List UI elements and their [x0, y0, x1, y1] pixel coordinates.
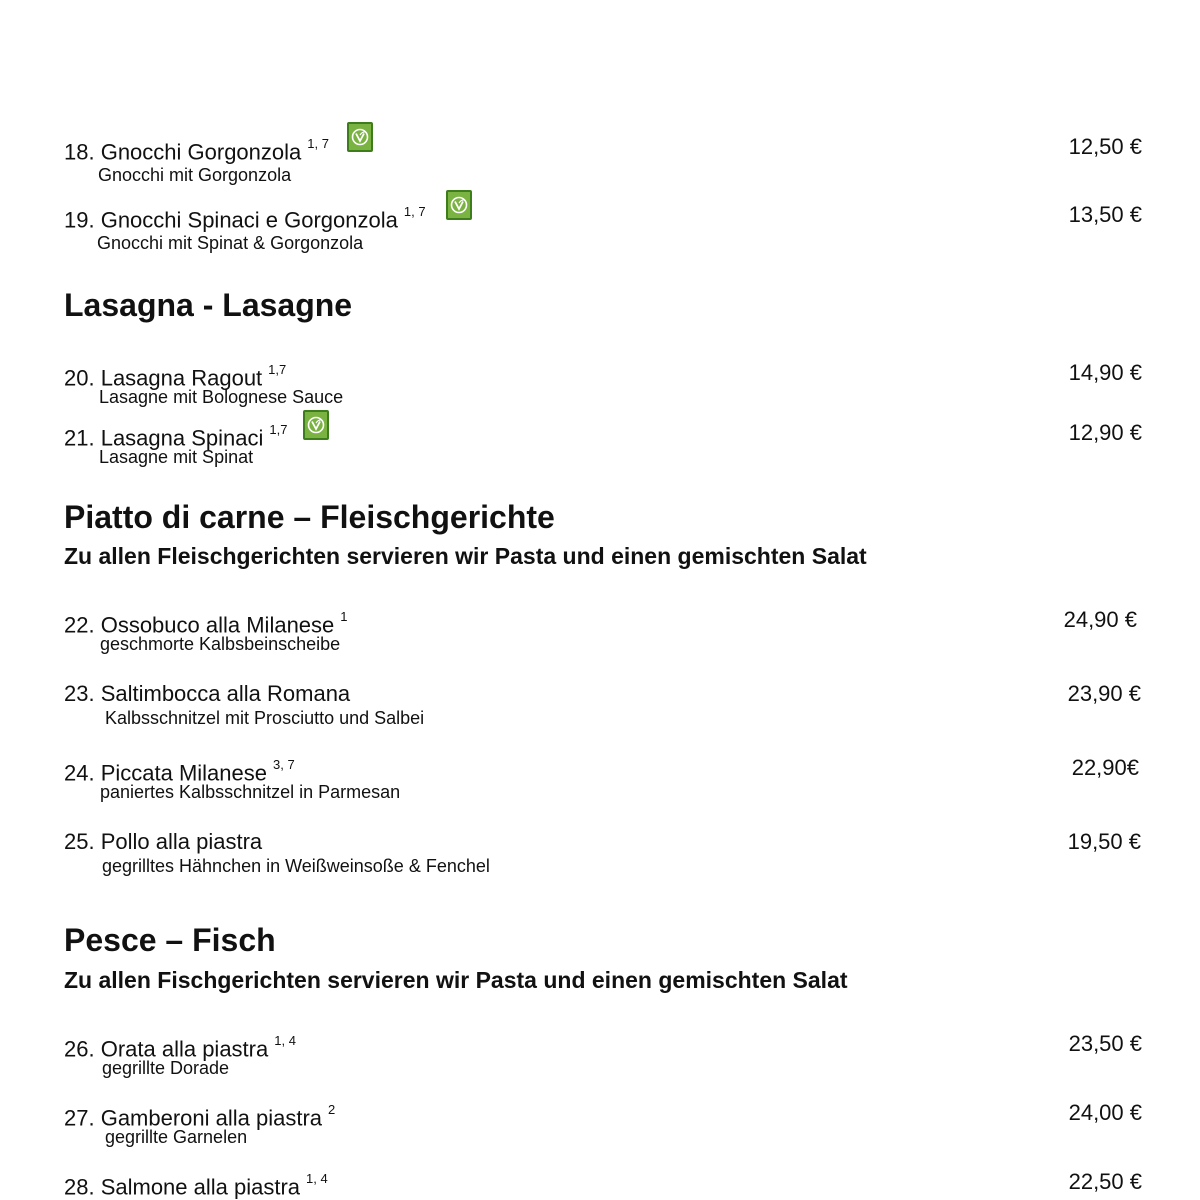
- vegetarian-icon: [347, 122, 373, 152]
- menu-item-description: Lasagne mit Bolognese Sauce: [99, 387, 344, 407]
- section-title-fish: Pesce – Fisch: [64, 922, 276, 958]
- menu-item-description: Gnocchi mit Gorgonzola: [98, 165, 292, 185]
- section-subtitle-meat: Zu allen Fleischgerichten servieren wir Pasta und einen gemischten Salat: [64, 543, 867, 569]
- menu-item-number: 24.: [64, 760, 101, 786]
- menu-item-number: 23.: [64, 681, 101, 706]
- menu-item-title: Gnocchi Spinaci e Gorgonzola: [100, 207, 398, 233]
- allergen-codes: 1, 7: [403, 204, 426, 219]
- vegetarian-icon: [303, 410, 329, 440]
- menu-item-price: 19,50 €: [1067, 829, 1141, 854]
- allergen-codes: 1, 7: [307, 136, 329, 151]
- menu-item-number: 26.: [64, 1036, 101, 1062]
- menu-item-title: Salmone alla piastra: [100, 1174, 301, 1200]
- allergen-codes: 1: [340, 609, 348, 624]
- menu-item-description: Kalbsschnitzel mit Prosciutto und Salbei: [105, 708, 425, 728]
- menu-item-price: 23,50 €: [1068, 1031, 1142, 1056]
- allergen-codes: 1, 4: [274, 1033, 296, 1048]
- menu-item-price: 24,00 €: [1068, 1100, 1142, 1125]
- menu-item-number: 21.: [64, 425, 101, 451]
- menu-item-price: 12,50 €: [1068, 134, 1142, 159]
- menu-item-title: Gnocchi Gorgonzola: [100, 139, 302, 165]
- menu-item-number: 22.: [64, 612, 101, 638]
- vegetarian-icon: [446, 190, 472, 220]
- menu-item-title: Pollo alla piastra: [100, 829, 263, 854]
- menu-item-title: Gamberoni alla piastra: [100, 1105, 323, 1131]
- allergen-codes: 1,7: [268, 362, 287, 377]
- menu-item-description: gegrillte Garnelen: [105, 1127, 248, 1147]
- menu-item-price: 22,50 €: [1068, 1169, 1142, 1194]
- allergen-codes: 1, 4: [306, 1171, 328, 1186]
- menu-item-name: [64, 681, 350, 707]
- menu-item-number: 27.: [64, 1105, 101, 1131]
- section-title-lasagna: Lasagna - Lasagne: [64, 287, 353, 323]
- menu-item-title: Lasagna Ragout: [100, 365, 263, 391]
- menu-item-description: gegrillte Dorade: [102, 1058, 230, 1078]
- menu-item-title: Piccata Milanese: [100, 760, 268, 786]
- allergen-codes: 1,7: [269, 422, 288, 437]
- menu-item-price: 24,90 €: [1063, 607, 1137, 632]
- menu-item-name: [64, 829, 262, 855]
- menu-item-price: 23,90 €: [1067, 681, 1141, 706]
- menu-item-price: 12,90 €: [1068, 420, 1142, 445]
- menu-item-title: Ossobuco alla Milanese: [100, 612, 335, 638]
- menu-item-title: Lasagna Spinaci: [100, 425, 264, 451]
- menu-item-number: 20.: [64, 365, 101, 391]
- menu-item-number: 28.: [64, 1174, 101, 1200]
- menu-item-description: Lasagne mit Spinat: [99, 447, 254, 467]
- allergen-codes: 3, 7: [273, 757, 295, 772]
- section-subtitle-fish: Zu allen Fischgerichten servieren wir Pasta und einen gemischten Salat: [64, 967, 848, 993]
- menu-item-number: 18.: [64, 139, 101, 165]
- menu-item-title: Orata alla piastra: [100, 1036, 269, 1062]
- section-title-meat: Piatto di carne – Fleischgerichte: [64, 499, 555, 535]
- menu-item-title: Saltimbocca alla Romana: [100, 681, 351, 706]
- menu-item-name: [64, 1169, 328, 1200]
- menu-item-price: 22,90€: [1071, 755, 1139, 780]
- allergen-codes: 2: [328, 1102, 336, 1117]
- menu-item-name: [64, 134, 329, 165]
- menu-item-description: paniertes Kalbsschnitzel in Parmesan: [100, 782, 401, 802]
- menu-item-description: geschmorte Kalbsbeinscheibe: [100, 634, 341, 654]
- menu-item-number: 25.: [64, 829, 101, 854]
- menu-item-number: 19.: [64, 207, 101, 233]
- menu-item-price: 14,90 €: [1068, 360, 1142, 385]
- menu-item-description: Gnocchi mit Spinat & Gorgonzola: [97, 233, 364, 253]
- menu-item-price: 13,50 €: [1068, 202, 1142, 227]
- menu-item-name: [64, 202, 426, 233]
- menu-item-description: gegrilltes Hähnchen in Weißweinsoße & Fenchel: [102, 856, 490, 876]
